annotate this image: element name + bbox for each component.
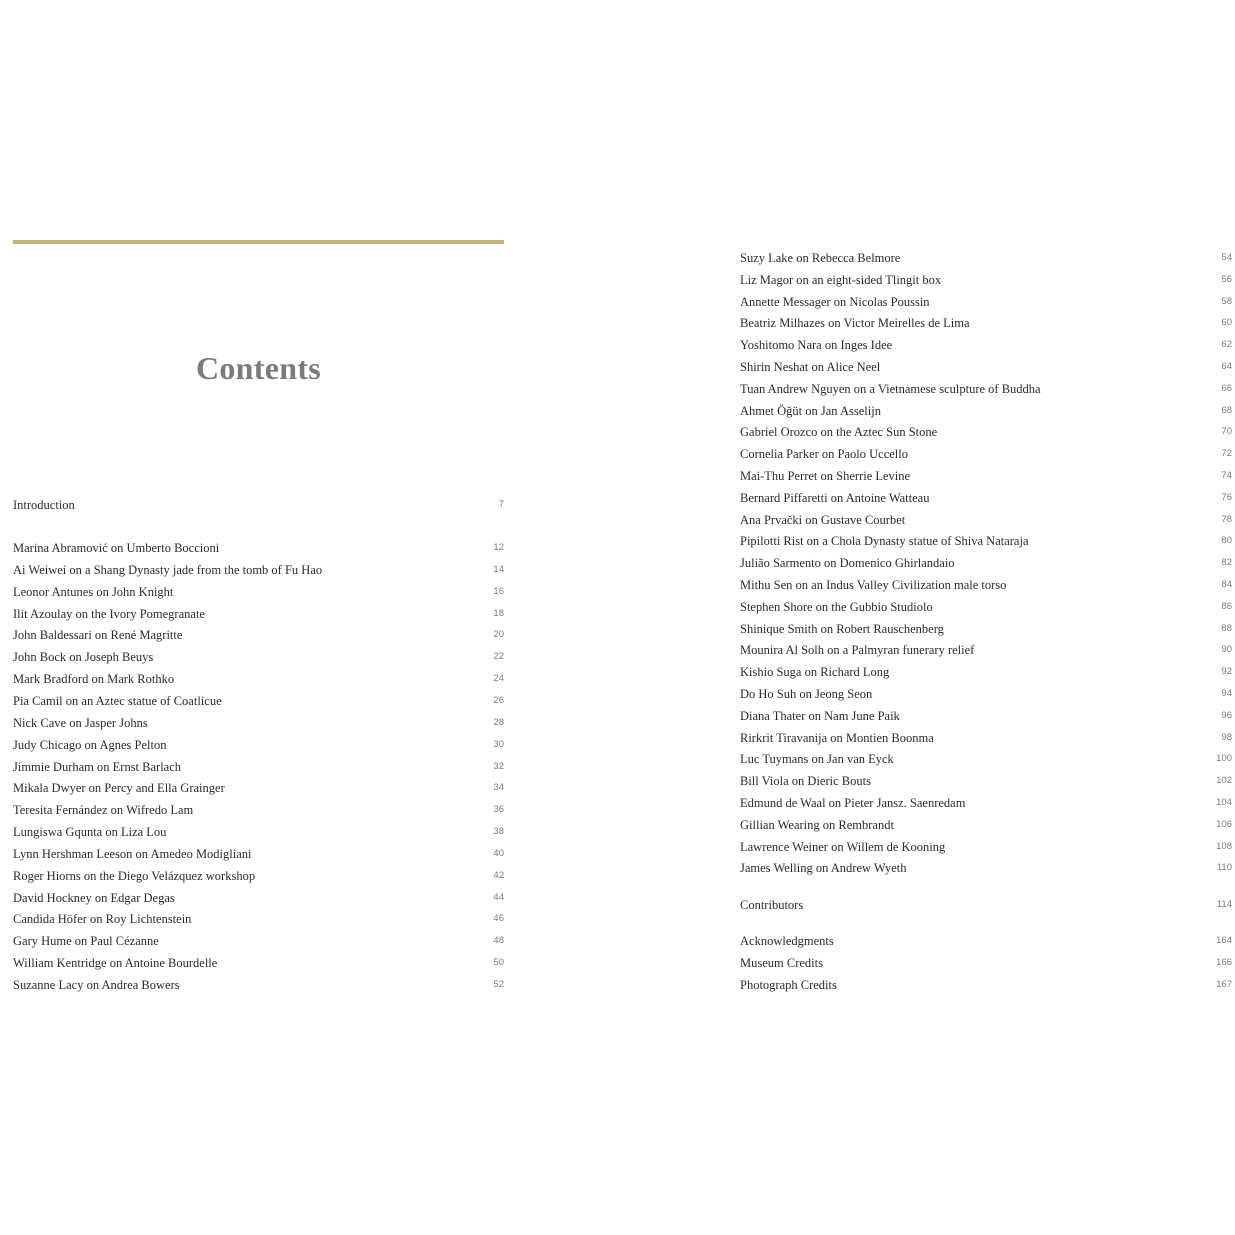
toc-entry: [13, 734, 504, 756]
toc-entry-page-number: 98: [1221, 731, 1232, 743]
toc-entry-title: David Hockney on Edgar Degas: [13, 890, 175, 905]
toc-entry: [13, 887, 504, 909]
toc-entry-title: Pia Camil on an Aztec statue of Coatlicue: [13, 693, 222, 708]
gold-rule: [13, 240, 504, 244]
toc-entry-title: Liz Magor on an eight-sided Tlingit box: [740, 272, 942, 287]
toc-entry-title: Lynn Hershman Leeson on Amedeo Modigliani: [13, 846, 252, 861]
toc-entry-title: Lungiswa Gqunta on Liza Lou: [13, 825, 167, 840]
toc-entry: [740, 291, 1232, 313]
toc-entry-page-number: 44: [493, 891, 504, 903]
toc-entry: [13, 603, 504, 625]
toc-entry: [13, 624, 504, 646]
toc-entry-title: Museum Credits: [740, 956, 823, 970]
toc-entry-page-number: 76: [1221, 491, 1232, 503]
toc-entry: [13, 821, 504, 843]
toc-entry-title: Nick Cave on Jasper Johns: [13, 715, 148, 730]
toc-entry: [13, 537, 504, 559]
toc-entry-page-number: 50: [493, 957, 504, 969]
toc-entry-page-number: 28: [493, 716, 504, 728]
toc-entry: [740, 930, 1232, 952]
toc-entry-page-number: 46: [493, 913, 504, 925]
toc-entry: [740, 465, 1232, 487]
toc-entry-page-number: 88: [1221, 622, 1232, 634]
toc-entry-page-number: 68: [1221, 404, 1232, 416]
toc-entry: [13, 756, 504, 778]
toc-entry-title: Gabriel Orozco on the Aztec Sun Stone: [740, 425, 938, 440]
toc-entry: [13, 690, 504, 712]
toc-entry-title: Mark Bradford on Mark Rothko: [13, 672, 175, 687]
toc-entry-title: Cornelia Parker on Paolo Uccello: [740, 447, 909, 462]
toc-entry-page-number: 56: [1221, 273, 1232, 285]
toc-entry: [740, 269, 1232, 291]
toc-entry-title: Lawrence Weiner on Willem de Kooning: [740, 839, 946, 854]
toc-entry-page-number: 84: [1221, 579, 1232, 590]
toc-entry: [740, 312, 1232, 334]
toc-entry-title: Ilit Azoulay on the Ivory Pomegranate: [13, 606, 205, 621]
toc-entry: [740, 530, 1232, 552]
toc-entry: [740, 661, 1232, 683]
toc-entry-page-number: 110: [1216, 862, 1232, 874]
toc-entry: [740, 770, 1232, 792]
toc-entry-title: Bill Viola on Dieric Bouts: [740, 774, 871, 789]
toc-entry-title: John Bock on Joseph Beuys: [13, 650, 154, 665]
toc-entry-title: Ahmet Öğüt on Jan Asselijn: [740, 403, 881, 418]
toc-entry-title: Mounira Al Solh on a Palmyran funerary relief: [740, 643, 975, 658]
toc-entry-title: Luc Tuymans on Jan van Eyck: [740, 752, 894, 767]
toc-entry-page-number: 38: [493, 826, 504, 838]
toc-entry: [740, 792, 1232, 814]
toc-entry-title: Annette Messager on Nicolas Poussin: [740, 294, 930, 309]
toc-entry: [740, 400, 1232, 422]
toc-entry: [740, 857, 1232, 879]
toc-entry-title: Mai-Thu Perret on Sherrie Levine: [740, 469, 911, 483]
toc-entry: [13, 865, 504, 887]
toc-entry-page-number: 167: [1216, 979, 1232, 990]
toc-entry: [740, 952, 1232, 974]
toc-entry-title: Gillian Wearing on Rembrandt: [740, 817, 894, 832]
toc-entry-title: Contributors: [740, 898, 804, 912]
toc-entry-page-number: 14: [493, 563, 504, 575]
toc-entry-page-number: 12: [493, 542, 504, 553]
toc-entry-page-number: 164: [1216, 935, 1232, 946]
toc-entry: [13, 668, 504, 690]
toc-entry-page-number: 16: [493, 585, 504, 597]
toc-entry-title: Ai Weiwei on a Shang Dynasty jade from the tomb of Fu Hao: [13, 562, 323, 577]
toc-entry-title: Beatriz Milhazes on Victor Meirelles de Lima: [740, 316, 970, 331]
toc-entry-title: Diana Thater on Nam June Paik: [740, 708, 900, 723]
toc-entry-page-number: 82: [1221, 557, 1232, 569]
toc-entry-title: Do Ho Suh on Jeong Seon: [740, 687, 873, 701]
toc-entry-page-number: 26: [493, 694, 504, 706]
toc-entry-title: Acknowledgments: [740, 934, 834, 948]
toc-entry-page-number: 94: [1221, 688, 1232, 699]
toc-entry: [740, 639, 1232, 661]
toc-entry: [740, 574, 1232, 596]
toc-entry-page-number: 86: [1221, 600, 1232, 612]
toc-entry-title: Julião Sarmento on Domenico Ghirlandaio: [740, 556, 955, 571]
toc-entry: [13, 930, 504, 952]
toc-entry-page-number: 70: [1221, 426, 1232, 438]
toc-entry-page-number: 36: [493, 804, 504, 816]
toc-entry-title: Introduction: [13, 498, 75, 512]
toc-entry-page-number: 52: [493, 979, 504, 990]
toc-entry-page-number: 48: [493, 935, 504, 947]
toc-entry-page-number: 18: [493, 607, 504, 619]
toc-entry-title: Judy Chicago on Agnes Pelton: [13, 737, 167, 752]
toc-entry: [13, 952, 504, 974]
toc-entry-page-number: 24: [493, 673, 504, 685]
toc-entry-title: Edmund de Waal on Pieter Jansz. Saenredam: [740, 796, 966, 810]
toc-entry-title: Photograph Credits: [740, 978, 837, 992]
toc-entry: [740, 727, 1232, 749]
toc-entry: [740, 356, 1232, 378]
toc-entry-page-number: 72: [1221, 448, 1232, 460]
toc-entry-title: Suzanne Lacy on Andrea Bowers: [13, 978, 180, 992]
toc-entry-page-number: 104: [1216, 797, 1232, 808]
toc-entry-page-number: 64: [1221, 361, 1232, 372]
toc-entry: [13, 712, 504, 734]
toc-entry-page-number: 58: [1221, 295, 1232, 307]
toc-entry-page-number: 80: [1221, 535, 1232, 547]
toc-entry-page-number: 66: [1221, 382, 1232, 394]
toc-entry: [740, 814, 1232, 836]
toc-entry-page-number: 166: [1216, 957, 1232, 968]
toc-entry-title: Candida Höfer on Roy Lichtenstein: [13, 912, 192, 927]
toc-entry: [740, 443, 1232, 465]
toc-entry-page-number: 92: [1221, 666, 1232, 678]
toc-entry-page-number: 108: [1216, 840, 1232, 852]
toc-entry-title: Shirin Neshat on Alice Neel: [740, 360, 881, 374]
toc-entry: [13, 799, 504, 821]
toc-entry-page-number: 114: [1216, 899, 1232, 910]
toc-entry: [740, 618, 1232, 640]
toc-entry-page-number: 22: [493, 651, 504, 663]
toc-entry: [740, 596, 1232, 618]
toc-entry-title: Kishio Suga on Richard Long: [740, 665, 890, 680]
toc-entry: [740, 378, 1232, 400]
toc-entry-title: Leonor Antunes on John Knight: [13, 584, 174, 599]
toc-entry-title: James Welling on Andrew Wyeth: [740, 861, 907, 876]
toc-entry-title: John Baldessari on René Magritte: [13, 628, 183, 643]
toc-entry: [13, 646, 504, 668]
page-title: Contents: [195, 350, 322, 386]
toc-entry-page-number: 78: [1221, 513, 1232, 525]
toc-entry-title: Roger Hiorns on the Diego Velázquez workshop: [13, 868, 256, 883]
toc-entry-page-number: 34: [493, 782, 504, 794]
toc-entry-page-number: 90: [1221, 644, 1232, 656]
toc-entry-page-number: 20: [493, 629, 504, 641]
toc-entry-page-number: 30: [493, 738, 504, 750]
toc-entry-title: Marina Abramović on Umberto Boccioni: [13, 541, 220, 555]
toc-entry-page-number: 106: [1216, 818, 1232, 830]
toc-entry-title: Ana Prvački on Gustave Courbet: [740, 512, 906, 527]
toc-entry-title: William Kentridge on Antoine Bourdelle: [13, 956, 218, 971]
toc-entry: [13, 908, 504, 930]
toc-entry-page-number: 102: [1216, 775, 1232, 787]
toc-entry: [740, 974, 1232, 996]
toc-entry-page-number: 96: [1221, 709, 1232, 721]
toc-entry: [740, 894, 1232, 916]
toc-entry: [13, 494, 504, 516]
toc-entry: [740, 705, 1232, 727]
toc-entry-page-number: 42: [493, 869, 504, 881]
toc-entry: [13, 843, 504, 865]
toc-entry-title: Pipilotti Rist on a Chola Dynasty statue of Shiva Nataraja: [740, 534, 1029, 549]
toc-entry-title: Yoshitomo Nara on Inges Idee: [740, 338, 893, 353]
toc-entry-page-number: 7: [498, 499, 504, 510]
toc-entry-title: Shinique Smith on Robert Rauschenberg: [740, 621, 944, 636]
toc-entry: [13, 777, 504, 799]
toc-entry: [13, 974, 504, 996]
toc-entry-title: Stephen Shore on the Gubbio Studiolo: [740, 599, 933, 614]
toc-entry: [740, 509, 1232, 531]
toc-entry: [740, 487, 1232, 509]
toc-entry-title: Suzy Lake on Rebecca Belmore: [740, 251, 901, 265]
toc-entry-page-number: 54: [1221, 252, 1232, 263]
toc-entry-title: Tuan Andrew Nguyen on a Vietnamese sculpture of Buddha: [740, 381, 1041, 396]
toc-entry: [13, 559, 504, 581]
toc-entry-title: Mithu Sen on an Indus Valley Civilization male torso: [740, 578, 1007, 592]
toc-entry: [740, 247, 1232, 269]
toc-entry: [740, 683, 1232, 705]
toc-entry: [740, 421, 1232, 443]
toc-entry-page-number: 100: [1216, 753, 1232, 765]
toc-entry-page-number: 60: [1221, 317, 1232, 329]
toc-entry-title: Bernard Piffaretti on Antoine Watteau: [740, 490, 930, 505]
toc-entry-title: Gary Hume on Paul Cézanne: [13, 934, 159, 949]
toc-entry: [740, 836, 1232, 858]
toc-entry: [13, 581, 504, 603]
toc-entry-page-number: 32: [493, 760, 504, 772]
toc-entry: [740, 552, 1232, 574]
toc-entry-title: Jimmie Durham on Ernst Barlach: [13, 759, 182, 774]
toc-entry-page-number: 62: [1221, 339, 1232, 351]
toc-entry: [740, 748, 1232, 770]
toc-entry: [740, 334, 1232, 356]
toc-entry-title: Mikala Dwyer on Percy and Ella Grainger: [13, 781, 225, 796]
toc-entry-title: Teresita Fernández on Wifredo Lam: [13, 803, 194, 818]
toc-entry-title: Rirkrit Tiravanija on Montien Boonma: [740, 730, 934, 745]
toc-entry-page-number: 74: [1221, 470, 1232, 481]
toc-entry-page-number: 40: [493, 847, 504, 859]
